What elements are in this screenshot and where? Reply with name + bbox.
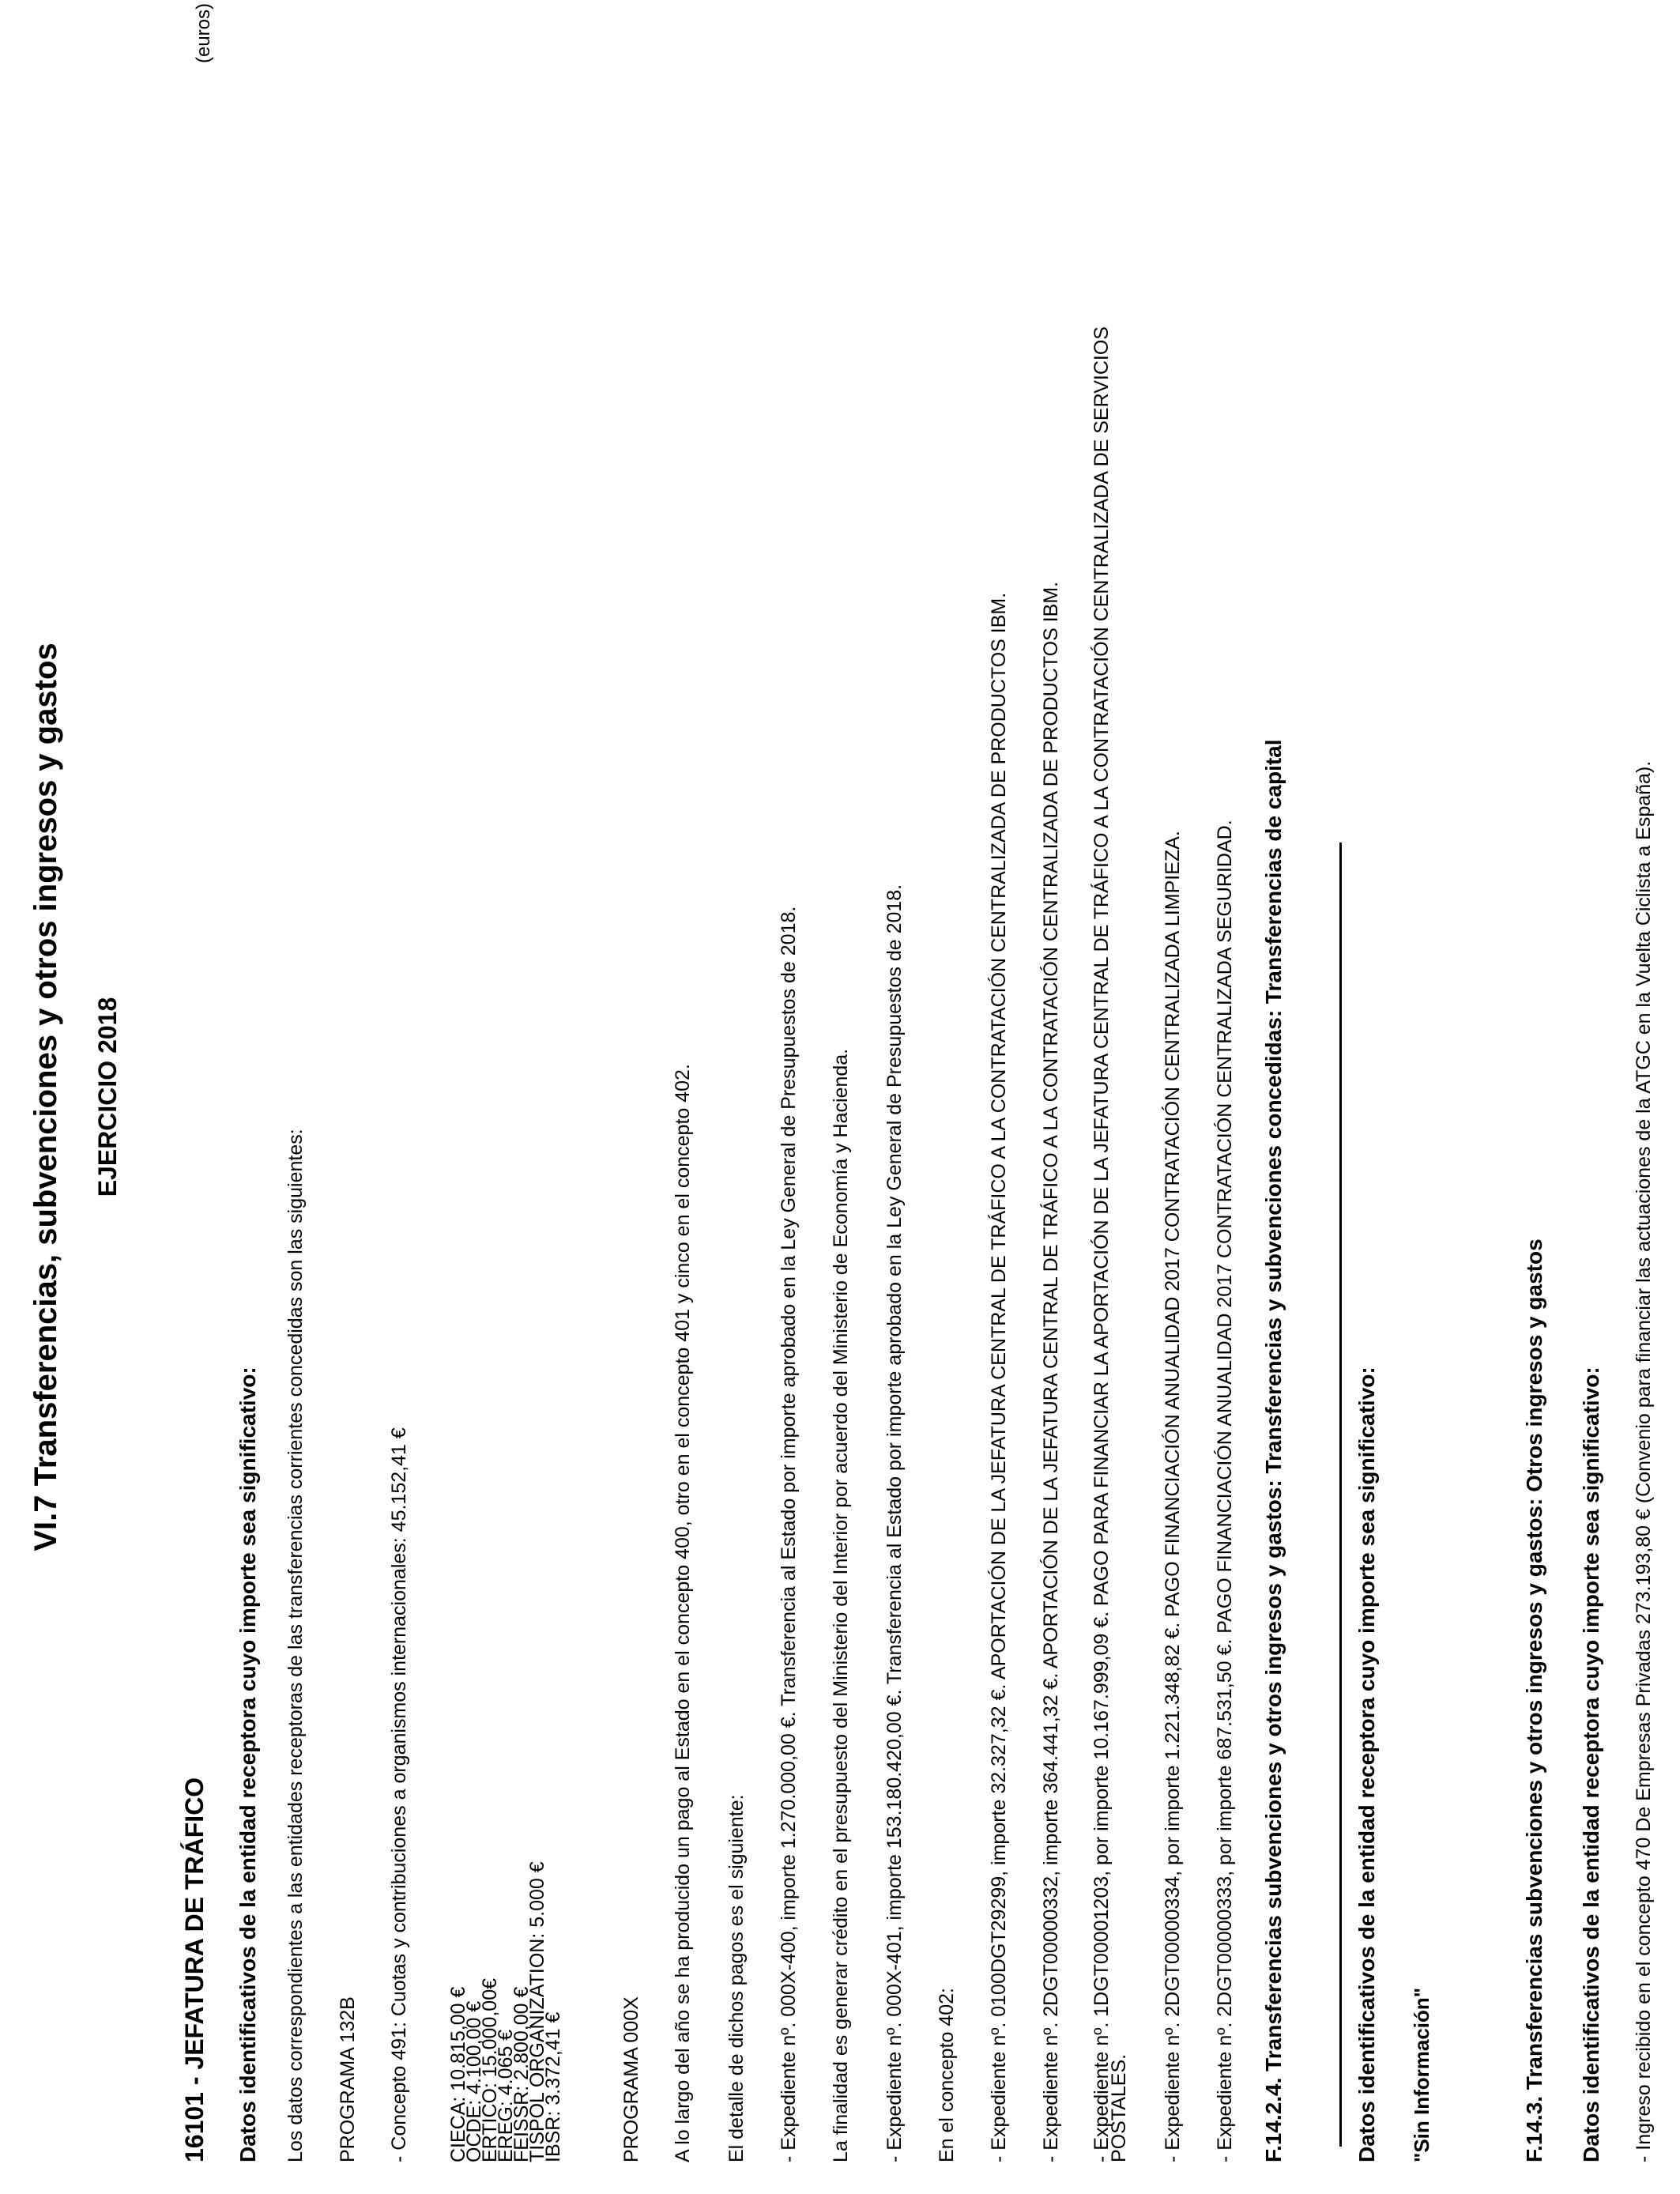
page-title: VI.7 Transferencias, subvenciones y otros ingresos y gastos: [28, 643, 63, 1551]
payments-detail: El detalle de dichos pagos es el siguiente:: [725, 1794, 748, 2162]
section-heading-recipients: Datos identificativos de la entidad receptora cuyo importe sea significativo:: [235, 1367, 260, 2162]
expedient-402-item: - Expediente nº. 0100DGT29299, importe 32.327,32 €. APORTACIÓN DE LA JEFATURA CENTRAL DE TRÁFICO A LA CONTRATACIÓN CENTRALIZADA DE PRODUCTOS IBM.: [988, 592, 1010, 2162]
exercise-year: EJERCICIO 2018: [93, 997, 122, 1197]
income-470: - Ingreso recibido en el concepto 470 De Empresas Privadas 273.193,80 € (Convenio para financiar las actuaciones de la ATGC en la Vuelta Ciclista a España).: [1633, 760, 1655, 2162]
section-f143-heading: F.14.3. Transferencias subvenciones y otros ingresos y gastos: Otros ingresos y gastos: [1522, 1238, 1546, 2162]
expedient-1203-line1: - Expediente nº. 1DGT00001203, por importe 10.167.999,09 €. PAGO PARA FINANCIAR LA APORTACIÓN DE LA JEFATURA CENTRAL DE TRÁFICO A LA CONTRATACIÓN CENTRALIZADA DE SERVICIOS: [1090, 326, 1113, 2162]
org-item: OCDE: 4.100,00 €: [463, 2000, 485, 2162]
expedient-402-item: - Expediente nº. 2DGT00000332, importe 364.441,32 €. APORTACIÓN DE LA JEFATURA CENTRAL DE TRÁFICO A LA CONTRATACIÓN CENTRALIZADA DE PRODUCTOS IBM.: [1040, 581, 1062, 2162]
program-000x: PROGRAMA 000X: [620, 1996, 642, 2162]
entity-heading: 16101 - JEFATURA DE TRÁFICO: [180, 1777, 209, 2162]
org-item: ERTICO: 15.000,00€: [479, 1977, 501, 2162]
org-item: FEISSR: 2.800,00 €: [510, 1986, 533, 2162]
org-item: IBSR: 3.372,41 €: [542, 2011, 564, 2162]
section-heading-recipients-3: Datos identificativos de la entidad receptora cuyo importe sea significativo:: [1579, 1367, 1603, 2162]
concept-402-label: En el concepto 402:: [936, 1988, 958, 2162]
section-divider: [1339, 843, 1342, 2147]
concept-491: - Concepto 491: Cuotas y contribuciones a organismos internacionales: 45.152,41 €: [388, 1427, 410, 2162]
org-item: TISPOL ORGANIZATION: 5.000 €: [526, 1861, 548, 2162]
purpose-paragraph: La finalidad es generar crédito en el presupuesto del Ministerio del Interior por acuerdo del Ministerio de Economía y Hacienda.: [830, 1048, 852, 2162]
org-item: EREG: 4.065 €: [495, 2029, 517, 2162]
expedient-402-item: - Expediente nº. 2DGT00000334, por importe 1.221.348,82 €. PAGO FINANCIACIÓN ANUALIDAD 2017 CONTRATACIÓN CENTRALIZADA LIMPIEZA.: [1162, 831, 1184, 2162]
expedient-1203-line2: POSTALES.: [1108, 2053, 1130, 2162]
payments-intro: A lo largo del año se ha producido un pago al Estado en el concepto 400, otro en el concepto 401 y cinco en el concepto 402.: [672, 1064, 694, 2162]
section-heading-recipients-2: Datos identificativos de la entidad receptora cuyo importe sea significativo:: [1354, 1367, 1379, 2162]
program-132b: PROGRAMA 132B: [337, 1996, 359, 2162]
expedient-401: - Expediente nº. 000X-401, importe 153.180.420,00 €. Transferencia al Estado por importe aprobado en la Ley General de Presupuestos de 2018.: [883, 884, 906, 2162]
expedient-402-item: - Expediente nº. 2DGT00000333, por importe 687.531,50 €. PAGO FINANCIACIÓN ANUALIDAD 2017 CONTRATACIÓN CENTRALIZADA SEGURIDAD.: [1214, 820, 1236, 2162]
currency-note: (euros): [193, 2, 214, 63]
section-f1424-heading: F.14.2.4. Transferencias subvenciones y otros ingresos y gastos: Transferencias y subvenciones concedidas: Transferencias de capital: [1261, 739, 1286, 2162]
org-item: CIECA: 10.815,00 €: [447, 1986, 469, 2162]
intro-paragraph: Los datos correspondientes a las entidades receptoras de las transferencias corrientes concedidas son las siguientes:: [284, 1129, 307, 2162]
expedient-400: - Expediente nº. 000X-400, importe 1.270.000,00 €. Transferencia al Estado por importe aprobado en la Ley General de Presupuestos de 2018.: [778, 906, 800, 2162]
no-info-note: "Sin Información": [1410, 1987, 1433, 2162]
